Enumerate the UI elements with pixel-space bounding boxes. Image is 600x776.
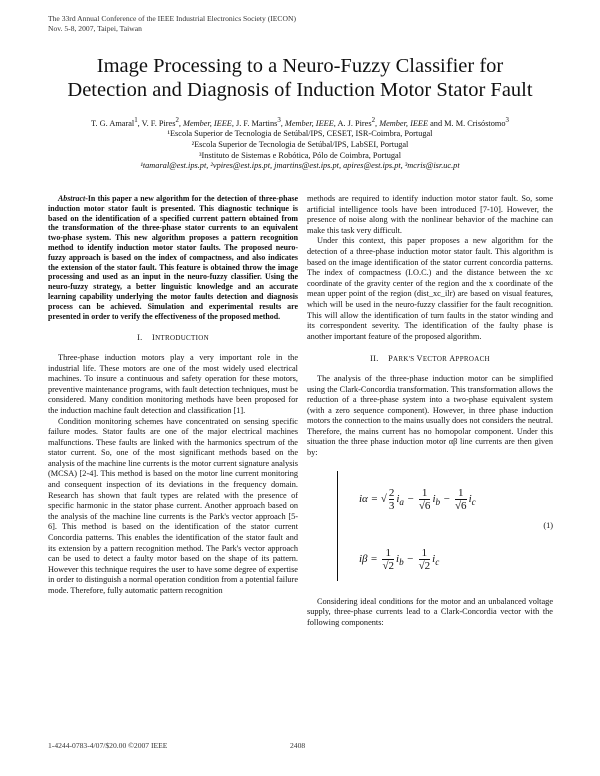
author-2-member: , Member, IEEE (178, 118, 232, 128)
eq-minus-1: − (406, 492, 415, 505)
eq-num-2: 2 (388, 486, 395, 499)
author-3: , J. F. Martins (231, 118, 278, 128)
title-line-2: Detection and Diagnosis of Induction Motor Stator Fault (67, 79, 533, 101)
section-2-heading (307, 354, 553, 365)
section-1-initial: I (152, 333, 156, 343)
equation-1 (307, 465, 553, 591)
header-line-2: Nov. 5-8, 2007, Taipei, Taiwan (48, 24, 142, 33)
author-emails: ¹tamaral@est.ips.pt, ²vpires@est.ips.pt, jmartins@est.ips.pt, apires@est.ips.pt, ³mcris@isr.uc.pt (140, 161, 460, 171)
section-1-rest: NTRODUCTION (155, 334, 209, 343)
intro-paragraph-4: Under this context, this paper proposes a new algorithm for the detection of a three-phase induction motor stator fault. This algorithm is based on the image identification of the stator current concordia patterns. The index of compactness (I.O.C.) and the distance between the xc coordinate of the gravity center of the region and the x coordinate of the mean upper point of the region (dist_xc_ilr) are based on visual features, which will be used in the neuro-fuzzy classifier for the fault recognition. This will allow the identification of turn faults in the stator winding and its correspondent severity. The identification of the faulty phase is another important feature of the proposed algorithm. (307, 236, 553, 341)
eq-num-1d: 1 (421, 546, 428, 559)
author-1-sup: 1 (134, 117, 138, 124)
eq-frac-2-3 (389, 487, 395, 512)
section-2-a: A (449, 354, 456, 364)
footer-copyright: 1-4244-0783-4/07/$20.00 ©2007 IEEE (48, 741, 168, 750)
author-3-member: , Member, IEEE (280, 118, 334, 128)
eq-ic-2: i (432, 552, 436, 565)
author-4: , A. J. Pires (333, 118, 372, 128)
author-3-sup: 3 (277, 117, 281, 124)
eq-lhs-beta: iβ = (359, 552, 378, 565)
eq-ic: i (468, 492, 472, 505)
section-1-numeral: I. (137, 333, 143, 343)
eq-ib-2-sub: b (399, 556, 404, 567)
eq-ia: i (396, 492, 400, 505)
eq-den-sqrt6a: √6 (418, 499, 431, 512)
author-4-member: , Member, IEEE (375, 118, 429, 128)
page-number: 2408 (290, 741, 306, 750)
intro-paragraph-1: Three-phase induction motors play a very important role in the industrial life. These motors are one of the most widely used electrical machines. To insure a continuous and safety operation for these motors, preventive maintenance programs, with fault detection techniques, must be considered. Many condition monitoring methods have been proposed for the induction machine fault detection and classification [1]. (48, 352, 298, 415)
intro-paragraph-3: methods are required to identify induction motor stator fault. So, some artificial intelligence tools have been introduced [7-10]. However, the presence of noise along with the nonlinear behavior of the machine can make this task very difficult. (307, 194, 553, 235)
eq-den-3: 3 (388, 499, 395, 512)
conference-header (48, 14, 296, 34)
section-2-pproach: PPROACH (455, 355, 490, 364)
equation-number: (1) (543, 520, 553, 530)
eq-ib-2: i (396, 552, 400, 565)
author-2: , V. F. Pires (137, 118, 176, 128)
eq-num-1b: 1 (458, 486, 464, 499)
eq-num-1a: 1 (421, 486, 428, 499)
abstract-label: Abstract (58, 194, 86, 203)
equation-line-beta (359, 547, 439, 572)
eq-ib-sub: b (435, 496, 441, 507)
section-2-v: V (416, 354, 423, 364)
section-2-ector: ECTOR (422, 355, 450, 364)
eq-lhs-alpha: iα = (359, 492, 379, 505)
eq-frac-1-sqrt6-b (455, 487, 467, 512)
intro-paragraph-2: Condition monitoring schemes have concentrated on sensing specific failure modes. Stator faults are one of the major electrical machines malfunctions. These faults are linked with the harmonics spectrum of the stator current. So, one of the most significant methods based on the analysis of the machine line currents is the motor current signature analysis (MCSA) [2-4]. This method is based on the motor line current monitoring and consequent inspection of its deviations in the frequency domain. Research has shown that fault types are related with the presence of specific harmonic in the stator phase current. Another approach based on the analysis of the machine line currents is the Park's vector approach [5-6]. This method is based on the identification of the stator current Concordia patterns. This enables the identification of the stator fault and its extension by a pattern recognition method. The Park's vector approach can be used to detect a faulty motor based on the shape of its pattern. However this technique requires the user to have some degree of expertise in order to distinguish a normal operation condition from a potential failure mode. Therefore, fully automatic pattern recognition (48, 416, 298, 596)
affiliation-1: ¹Escola Superior de Tecnologia de Setúbal/IPS, CESET, ISR-Coimbra, Portugal (167, 129, 433, 139)
eq-num-1c: 1 (385, 546, 391, 559)
author-1: T. G. Amaral (91, 118, 135, 128)
affiliation-2: ²Escola Superior de Tecnologia de Setúbal/IPS, LabSEI, Portugal (191, 139, 409, 149)
header-line-1: The 33rd Annual Conference of the IEEE Industrial Electronics Society (IECON) (48, 14, 296, 23)
author-5: and M. M. Crisóstomo (428, 118, 506, 128)
abstract (48, 194, 298, 321)
eq-frac-1-sqrt2-a (382, 547, 394, 572)
eq-den-sqrt2a: √2 (382, 559, 395, 572)
right-column (307, 194, 553, 628)
section-1-heading (48, 333, 298, 344)
eq-den-sqrt2b: √2 (418, 559, 431, 572)
equation-line-alpha: iα = √ $\frac{2}{3}$ $i_a$ − $\frac{1}{√6}$ $i_b$ − $\frac{1}{√6}$ $i_c$ (359, 486, 476, 512)
eq-ia-sub: a (399, 496, 404, 507)
section-2-apos: 'S (408, 355, 417, 364)
eq-ic-2-sub: c (435, 556, 440, 567)
author-block (30, 116, 570, 172)
author-4-sup: 2 (371, 117, 376, 124)
eq-minus-2: − (442, 492, 451, 505)
eq-frac-1-sqrt6-a (419, 487, 431, 512)
author-2-sup: 2 (175, 117, 179, 124)
eq-frac-1-sqrt2-b (419, 547, 431, 572)
eq-ib: i (432, 492, 436, 505)
title-line-1: Image Processing to a Neuro-Fuzzy Classifier for (96, 55, 504, 77)
eq-ic-sub: c (471, 496, 476, 507)
section-2-p: P (388, 354, 394, 364)
affiliation-3: ³Instituto de Sistemas e Robótica, Pólo de Coimbra, Portugal (198, 150, 402, 160)
park-paragraph-2: Considering ideal conditions for the motor and an unbalanced voltage supply, three-phase currents lead to a Clark-Concordia vector with the following components: (307, 596, 553, 627)
author-5-sup: 3 (505, 117, 509, 124)
abstract-text: -In this paper a new algorithm for the detection of three-phase induction motor stator fault is presented. This diagnostic technique is based on the identification of a specified current pattern obtained from the transformation of the three-phase stator currents to an equivalent two-phase system. This new algorithm proposes a pattern recognition method to identify induction motor stator faults. The proposed neuro-fuzzy approach is based on the index of compactness, and also indicates the extension of the stator fault. This feature is obtained throw the image processing and used as an input in the neuro-fuzzy classifier. Using the neuro-fuzzy strategy, a better linguistic knowledge and an accurate learning capability underlying the motor faults detection and diagnosis process can be achieved. Simulation and experimental results are presented in order to verify the effectiveness of the proposed method. (48, 194, 298, 321)
left-column (48, 194, 298, 597)
paper-title (30, 54, 570, 102)
section-2-numeral: II. (370, 354, 379, 364)
park-paragraph-1: The analysis of the three-phase induction motor can be simplified using the Clark-Concordia transformation. This transformation allows the reduction of a three-phase system into a two-phase equivalent system (with a zero sequence component). However, in three phase induction motors the connection to the mains usually does not considers the neutral. Therefore, the mains current has no homopolar component. Under this situation the three phase induction motor αβ line currents are then given by: (307, 373, 553, 458)
eq-den-sqrt6b: √6 (455, 499, 467, 512)
section-2-ark: ARK (393, 355, 409, 364)
equation-brace (337, 471, 346, 581)
author-names (30, 116, 570, 129)
eq-minus-3: − (406, 552, 414, 565)
